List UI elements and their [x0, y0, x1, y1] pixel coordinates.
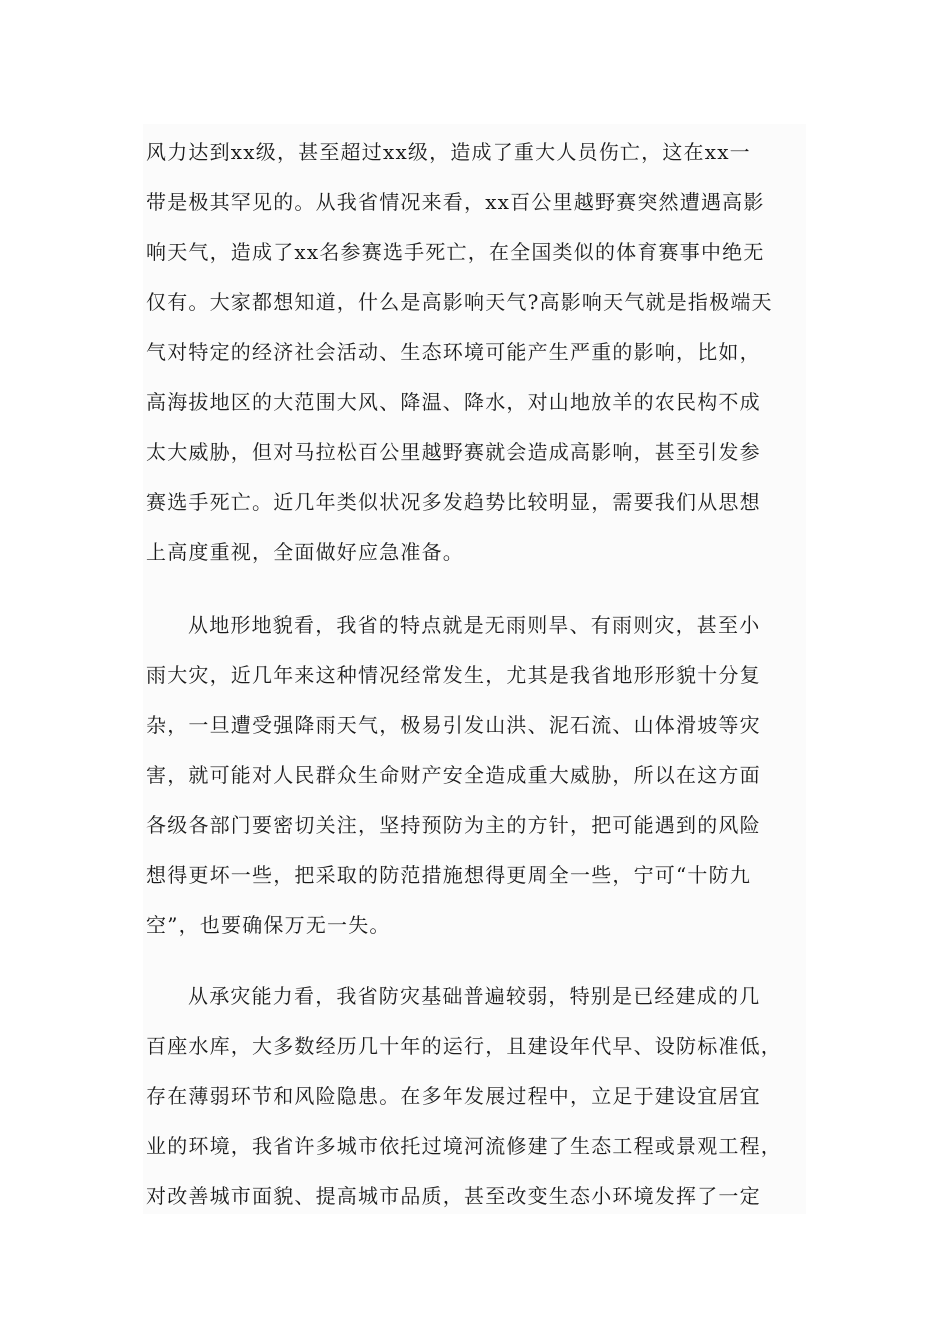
paragraph-3-line-2: 百座水库，大多数经历几十年的运行，且建设年代早、设防标准低， [146, 1034, 782, 1058]
paragraph-2-line-2: 雨大灾，近几年来这种情况经常发生，尤其是我省地形形貌十分复 [146, 663, 761, 687]
paragraph-1-line-8: 赛选手死亡。近几年类似状况多发趋势比较明显，需要我们从思想 [146, 490, 761, 514]
paragraph-1-line-2: 带是极其罕见的。从我省情况来看，xx百公里越野赛突然遭遇高影 [146, 190, 765, 214]
paragraph-3-line-5: 对改善城市面貌、提高城市品质，甚至改变生态小环境发挥了一定 [146, 1184, 761, 1208]
paragraph-3-line-3: 存在薄弱环节和风险隐患。在多年发展过程中，立足于建设宜居宜 [146, 1084, 761, 1108]
paragraph-2-line-6: 想得更坏一些，把采取的防范措施想得更周全一些，宁可“十防九 [146, 863, 752, 887]
paragraph-1-line-7: 太大威胁，但对马拉松百公里越野赛就会造成高影响，甚至引发参 [146, 440, 761, 464]
paragraph-2-line-4: 害，就可能对人民群众生命财产安全造成重大威胁，所以在这方面 [146, 763, 761, 787]
paragraph-1-line-5: 气对特定的经济社会活动、生态环境可能产生严重的影响，比如， [146, 340, 761, 364]
paragraph-3-line-1: 从承灾能力看，我省防灾基础普遍较弱，特别是已经建成的几 [188, 984, 761, 1008]
paragraph-3-line-4: 业的环境，我省许多城市依托过境河流修建了生态工程或景观工程， [146, 1134, 782, 1158]
paragraph-1-line-3: 响天气，造成了xx名参赛选手死亡，在全国类似的体育赛事中绝无 [146, 240, 765, 264]
paragraph-1-line-9: 上高度重视，全面做好应急准备。 [146, 540, 464, 564]
paragraph-2-line-7: 空”，也要确保万无一失。 [146, 913, 391, 937]
paragraph-2-line-3: 杂，一旦遭受强降雨天气，极易引发山洪、泥石流、山体滑坡等灾 [146, 713, 761, 737]
paragraph-1-line-6: 高海拔地区的大范围大风、降温、降水，对山地放羊的农民构不成 [146, 390, 761, 414]
paragraph-1-line-4: 仅有。大家都想知道，什么是高影响天气?高影响天气就是指极端天 [146, 290, 773, 314]
paragraph-1-line-1: 风力达到xx级，甚至超过xx级，造成了重大人员伤亡，这在xx一 [146, 140, 751, 164]
paragraph-2-line-1: 从地形地貌看，我省的特点就是无雨则旱、有雨则灾，甚至小 [188, 613, 761, 637]
paragraph-2-line-5: 各级各部门要密切关注，坚持预防为主的方针，把可能遇到的风险 [146, 813, 761, 837]
